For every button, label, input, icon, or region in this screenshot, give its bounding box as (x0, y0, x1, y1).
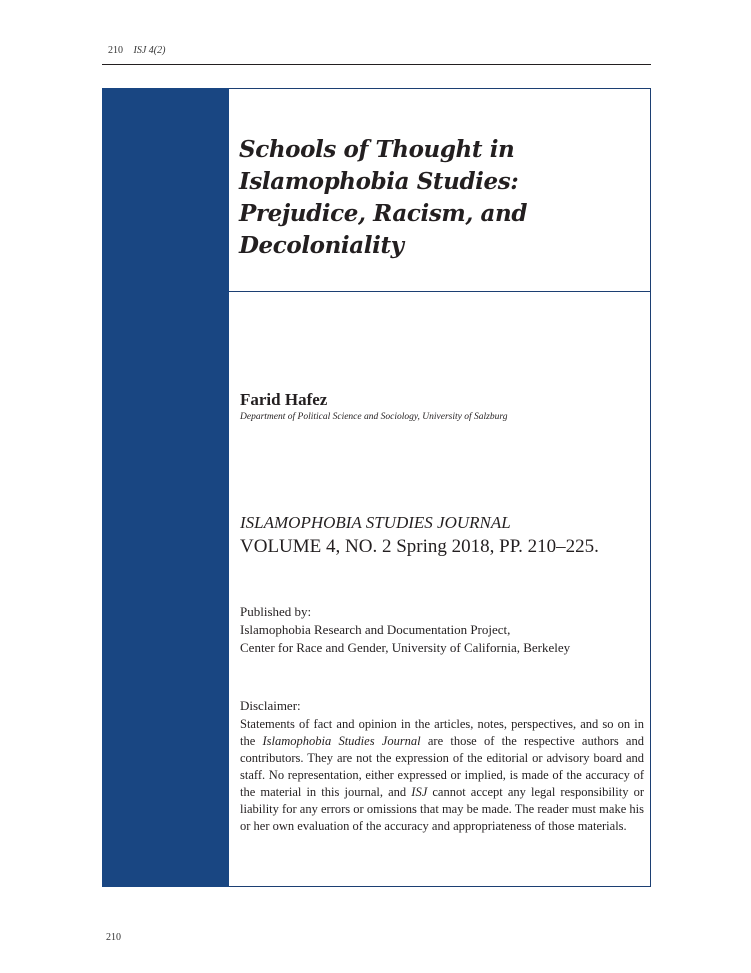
disclaimer-journal-title: Islamophobia Studies Journal (262, 734, 421, 748)
disclaimer-isj: ISJ (411, 785, 428, 799)
header-rule (102, 64, 651, 65)
article-title: Schools of Thought in Islamophobia Studies: Prejudice, Racism, and Decoloniality (239, 136, 528, 259)
running-head-page: 210 (108, 45, 123, 56)
author-affiliation: Department of Political Science and Sociology, University of Salzburg (240, 412, 508, 422)
running-head-journal: ISJ 4(2) (133, 45, 166, 56)
disclaimer-part-2: are those of the respective authors and contributors. They are not the expression of the editorial or advisory board and staff. No representation, either expressed or implied, is made of the accuracy of the material in this journal, and (240, 734, 644, 799)
title-divider (229, 291, 651, 292)
running-head (108, 45, 165, 56)
disclaimer-part-1: Statements of fact and opinion in the articles, notes, perspectives, and so on in the (240, 717, 644, 748)
volume-info: VOLUME 4, NO. 2 Spring 2018, PP. 210–225. (240, 536, 599, 557)
author-name: Farid Hafez (240, 390, 328, 409)
footer-page-number: 210 (106, 932, 121, 943)
publisher-line-2: Center for Race and Gender, University of California, Berkeley (240, 640, 571, 655)
publisher-line-1: Islamophobia Research and Documentation Project, (240, 622, 511, 637)
published-by-label: Published by: (240, 604, 312, 619)
journal-name: ISLAMOPHOBIA STUDIES JOURNAL (240, 513, 511, 532)
blue-sidebar (102, 88, 229, 887)
disclaimer-label: Disclaimer: (240, 698, 301, 713)
disclaimer-text (240, 716, 644, 835)
disclaimer-part-3: cannot accept any legal responsibility or liability for any errors or omissions that may be made. The reader must make his or her own evaluation of the accuracy and appropriateness of those materials. (240, 785, 644, 833)
